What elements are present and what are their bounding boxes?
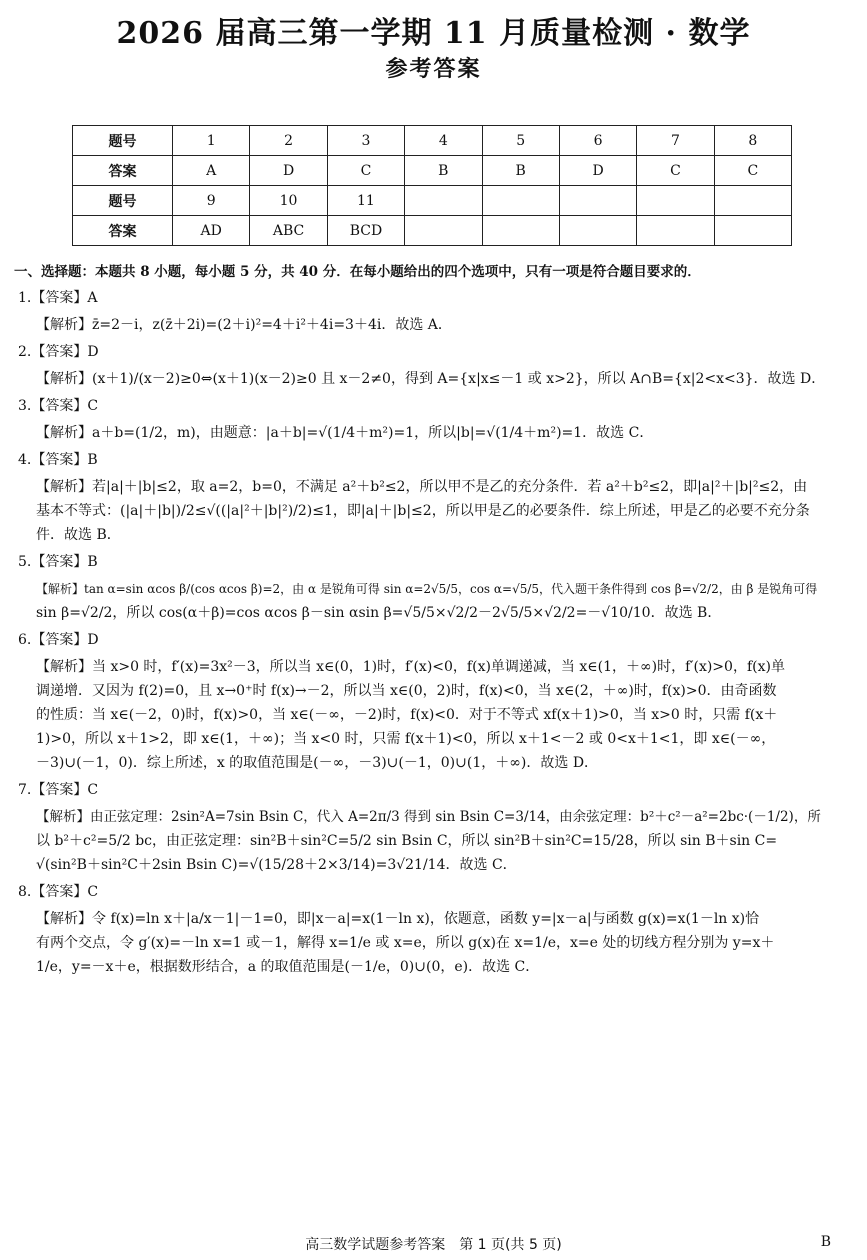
- analysis-line: 件．故选 B．: [36, 527, 121, 543]
- analysis-line: 【解析】tan α=sin αcos β/(cos αcos β)=2，由 α 是锐角可得 sin α=2√5/5，cos α=√5/5，代入题干条件得到 cos β=√2/2，由 β 是锐角可得: [36, 582, 818, 596]
- analysis-line: 调递增．又因为 f(2)=0，且 x→0⁺时 f(x)→－2，所以当 x∈(0，2)时，f(x)<0，当 x∈(2，＋∞)时，f(x)>0．由奇函数: [36, 683, 777, 699]
- question-solution: [18, 448, 838, 547]
- analysis-line: 有两个交点，令 g′(x)=－ln x=1 或－1，解得 x=1/e 或 x=e，所以 g(x)在 x=1/e，x=e 处的切线方程分别为 y=x＋: [36, 935, 775, 951]
- question-answer: 1.【答案】A: [18, 290, 98, 306]
- question-analysis: [18, 421, 838, 445]
- solutions-body: [18, 284, 838, 982]
- answer-table-cell: [405, 216, 482, 246]
- page-title: 2026 届高三第一学期 11 月质量检测 · 数学: [116, 16, 751, 51]
- analysis-line: －3)∪(－1，0)．综上所述，x 的取值范围是(－∞，－3)∪(－1，0)∪(1，＋∞)．故选 D．: [36, 755, 599, 771]
- answer-table-row: [73, 216, 792, 246]
- answer-table-cell: 2: [250, 126, 327, 156]
- analysis-line: 基本不等式：(|a|＋|b|)/2≤√((|a|²＋|b|²)/2)≤1，即|a|＋|b|≤2，所以甲是乙的必要条件．综上所述，甲是乙的必要不充分条: [36, 503, 810, 519]
- answer-table-cell: 1: [173, 126, 250, 156]
- answer-table-cell: [637, 216, 714, 246]
- answer-table-row: [73, 156, 792, 186]
- answer-table-cell: D: [559, 156, 636, 186]
- question-analysis: [18, 475, 838, 547]
- answer-table-cell: 6: [559, 126, 636, 156]
- answer-table-header-cell: 题号: [73, 186, 173, 216]
- answer-table-cell: B: [482, 156, 559, 186]
- question-answer: 6.【答案】D: [18, 632, 99, 648]
- question-analysis: [18, 367, 838, 391]
- answer-table-cell: A: [173, 156, 250, 186]
- answer-table-cell: C: [637, 156, 714, 186]
- analysis-line: 以 b²＋c²=5/2 bc，由正弦定理：sin²B＋sin²C=5/2 sin Bsin C，所以 sin²B＋sin²C=15/28，所以 sin B＋sin C=: [36, 833, 778, 849]
- question-analysis: [18, 577, 838, 625]
- question-answer: 8.【答案】C: [18, 884, 99, 900]
- answer-table-cell: D: [250, 156, 327, 186]
- page-footer: 高三数学试题参考答案 第 1 页(共 5 页): [305, 1237, 562, 1253]
- analysis-line: 【解析】由正弦定理：2sin²A=7sin Bsin C，代入 A=2π/3 得到 sin Bsin C=3/14，由余弦定理：b²＋c²－a²=2bc·(－1/2)，所: [36, 809, 821, 825]
- answer-table-cell: C: [327, 156, 404, 186]
- answer-table-header-cell: 题号: [73, 126, 173, 156]
- answer-table-cell: BCD: [327, 216, 404, 246]
- page-subtitle: 参考答案: [385, 56, 482, 82]
- analysis-line: 【解析】令 f(x)=ln x＋|a/x－1|－1=0，即|x－a|=x(1－ln x)，依题意，函数 y=|x－a|与函数 g(x)=x(1－ln x)恰: [36, 911, 760, 927]
- question-analysis: [18, 805, 838, 877]
- analysis-line: 1)>0，所以 x＋1>2，即 x∈(1，＋∞)；当 x<0 时，只需 f(x＋1)<0，所以 x＋1<－2 或 0<x＋1<1，即 x∈(－∞，: [36, 731, 776, 747]
- question-analysis: [18, 655, 838, 775]
- question-answer: 7.【答案】C: [18, 782, 99, 798]
- answer-table-cell: [559, 216, 636, 246]
- analysis-line: 【解析】a＋b=(1/2，m)，由题意：|a＋b|=√(1/4＋m²)=1，所以|b|=√(1/4＋m²)=1．故选 C．: [36, 425, 654, 441]
- answer-table-cell: [482, 216, 559, 246]
- answer-table-cell: 8: [714, 126, 791, 156]
- question-solution: [18, 778, 838, 877]
- answer-table-header-cell: 答案: [73, 216, 173, 246]
- answer-table-cell: [714, 186, 791, 216]
- answer-table: [72, 125, 792, 246]
- question-answer: 4.【答案】B: [18, 452, 98, 468]
- question-answer: 3.【答案】C: [18, 398, 99, 414]
- answer-table-cell: 7: [637, 126, 714, 156]
- answer-table-cell: 9: [173, 186, 250, 216]
- question-analysis: [18, 907, 838, 979]
- answer-table-cell: 4: [405, 126, 482, 156]
- answer-table-cell: C: [714, 156, 791, 186]
- analysis-line: 的性质：当 x∈(－2，0)时，f(x)>0，当 x∈(－∞，－2)时，f(x)<0．对于不等式 xf(x＋1)>0，当 x>0 时，只需 f(x＋: [36, 707, 778, 723]
- question-solution: [18, 880, 838, 979]
- analysis-line: 【解析】若|a|＋|b|≤2，取 a=2，b=0，不满足 a²＋b²≤2，所以甲不是乙的充分条件．若 a²＋b²≤2，即|a|²＋|b|²≤2，由: [36, 479, 808, 495]
- answer-table-header-cell: 答案: [73, 156, 173, 186]
- question-solution: [18, 550, 838, 625]
- analysis-line: 1/e，y=－x＋e，根据数形结合，a 的取值范围是(－1/e，0)∪(0，e)．故选 C．: [36, 959, 540, 975]
- answer-table-cell: [714, 216, 791, 246]
- answer-table-cell: 5: [482, 126, 559, 156]
- analysis-line: √(sin²B＋sin²C＋2sin Bsin C)=√(15/28＋2×3/14)=3√21/14．故选 C．: [36, 857, 517, 873]
- answer-table-row: [73, 126, 792, 156]
- analysis-line: 【解析】当 x>0 时，f′(x)=3x²－3，所以当 x∈(0，1)时，f′(x)<0，f(x)单调递减，当 x∈(1，＋∞)时，f′(x)>0，f(x)单: [36, 659, 785, 675]
- section-heading: 一、选择题：本题共 8 小题，每小题 5 分，共 40 分．在每小题给出的四个选项中，只有一项是符合题目要求的．: [14, 264, 701, 280]
- answer-table-cell: 11: [327, 186, 404, 216]
- answer-table-cell: [637, 186, 714, 216]
- question-solution: [18, 628, 838, 775]
- question-solution: [18, 394, 838, 445]
- analysis-line: 【解析】z̄=2－i，z(z̄＋2i)=(2＋i)²=4＋i²＋4i=3＋4i．故选 A．: [36, 317, 452, 333]
- question-analysis: [18, 313, 838, 337]
- answer-table-cell: B: [405, 156, 482, 186]
- question-answer: 5.【答案】B: [18, 554, 98, 570]
- question-answer: 2.【答案】D: [18, 344, 99, 360]
- question-solution: [18, 286, 838, 337]
- footer-version-mark: B: [820, 1234, 831, 1250]
- answer-table-row: [73, 186, 792, 216]
- answer-table-cell: 3: [327, 126, 404, 156]
- answer-table-cell: [482, 186, 559, 216]
- analysis-line: sin β=√2/2，所以 cos(α＋β)=cos αcos β－sin αsin β=√5/5×√2/2－2√5/5×√2/2=－√10/10．故选 B．: [36, 605, 722, 621]
- question-solution: [18, 340, 838, 391]
- answer-table-cell: AD: [173, 216, 250, 246]
- answer-table-cell: 10: [250, 186, 327, 216]
- answer-table-cell: [559, 186, 636, 216]
- answer-table-cell: ABC: [250, 216, 327, 246]
- answer-table-cell: [405, 186, 482, 216]
- analysis-line: 【解析】(x＋1)/(x－2)≥0⇔(x＋1)(x－2)≥0 且 x－2≠0，得到 A={x|x≤－1 或 x>2}，所以 A∩B={x|2<x<3}．故选 D．: [36, 371, 826, 387]
